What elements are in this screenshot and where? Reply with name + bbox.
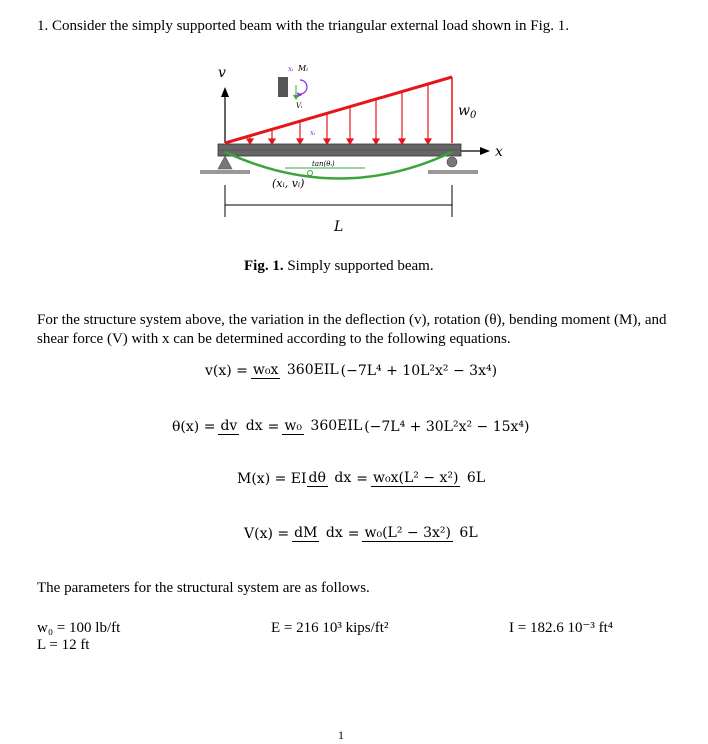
moment-arrow: [300, 80, 307, 94]
eq3-d-den: dx: [334, 470, 352, 486]
param-L: L = 12 ft: [37, 637, 90, 653]
w0-label: $w_0$: [458, 103, 477, 121]
eq2-d-num: dv: [220, 418, 238, 434]
eq3-d-num: dθ: [308, 470, 326, 486]
eq4-derivative: [292, 525, 345, 542]
problem-statement: [37, 17, 569, 35]
eq2-den: 360EIL: [310, 418, 363, 434]
param-E: E = 216 10³ kips/ft²: [271, 620, 389, 636]
eq2-fraction: [282, 418, 364, 435]
problem-text: Consider the simply supported beam with the triangular external load shown in Fig. 1.: [52, 18, 569, 34]
equation-rotation: [172, 418, 530, 435]
param-w0: w₀ = 100 lb/ft: [37, 620, 121, 636]
length-label: L: [334, 219, 344, 235]
page-number: 1: [338, 728, 344, 742]
intro-paragraph: For the structure system above, the variation in the deflection (v), rotation (θ), bending moment (M), and shear force (V) with x can be determined according to the following equations.: [37, 312, 667, 347]
dimension-line: [225, 185, 452, 217]
eq3-equals: =: [356, 470, 368, 487]
eq2-rhs: (−7L⁴ + 30L²x² − 15x⁴): [364, 418, 530, 435]
param-I: I = 182.6 10⁻³ ft⁴: [509, 620, 614, 636]
x-axis-label: x: [495, 144, 503, 160]
eq4-fraction: [362, 525, 479, 542]
params-intro: The parameters for the structural system are as follows.: [37, 580, 370, 596]
x-axis: [460, 147, 490, 155]
eq3-derivative: [307, 470, 354, 487]
v-axis: [221, 87, 229, 143]
eq4-d-den: dx: [325, 525, 343, 541]
equation-deflection: [205, 362, 497, 379]
triangular-load: [225, 77, 452, 144]
eq2-derivative: [218, 418, 264, 435]
eq1-den: 360EIL: [286, 362, 339, 378]
cut-section: [278, 77, 288, 97]
eq3-den: 6L: [466, 470, 486, 486]
beam-figure: [190, 55, 530, 235]
vi-label: Vᵢ: [296, 102, 303, 110]
caption-text: Simply supported beam.: [287, 258, 434, 274]
eq2-equals: =: [267, 418, 280, 435]
eq2-lhs: θ(x) =: [172, 418, 216, 435]
problem-number: 1.: [37, 18, 49, 34]
eq2-d-den: dx: [245, 418, 263, 434]
eq1-rhs: (−7L⁴ + 10L²x² − 3x⁴): [340, 362, 498, 379]
eq4-num: w₀(L² − 3x²): [364, 525, 451, 541]
eq1-lhs: v(x) =: [205, 362, 248, 379]
eq3-num: w₀x(L² − x²): [372, 470, 459, 486]
tangent-label: tan(θᵢ): [312, 160, 335, 168]
eq4-equals: =: [347, 525, 360, 542]
mi-label: Mᵢ: [298, 64, 308, 73]
deflection-point: [308, 171, 313, 176]
equation-shear: [244, 525, 480, 542]
eq1-num: w₀x: [252, 362, 279, 378]
eq4-lhs: V(x) =: [244, 525, 290, 542]
eq3-lhs: M(x) = EI: [237, 470, 307, 487]
eq2-num: w₀: [284, 418, 302, 434]
figure-caption: [244, 257, 434, 275]
xi-top-label: xᵢ: [288, 65, 294, 73]
eq3-fraction: [371, 470, 487, 487]
eq1-fraction: [251, 362, 341, 379]
xi-load-label: xᵢ: [310, 129, 316, 137]
eq4-den: 6L: [459, 525, 478, 541]
equation-moment: [237, 470, 487, 487]
eq4-d-num: dM: [294, 525, 318, 541]
caption-bold: Fig. 1.: [244, 258, 284, 274]
v-axis-label: v: [218, 65, 226, 81]
point-label: (xᵢ, vᵢ): [272, 177, 305, 190]
